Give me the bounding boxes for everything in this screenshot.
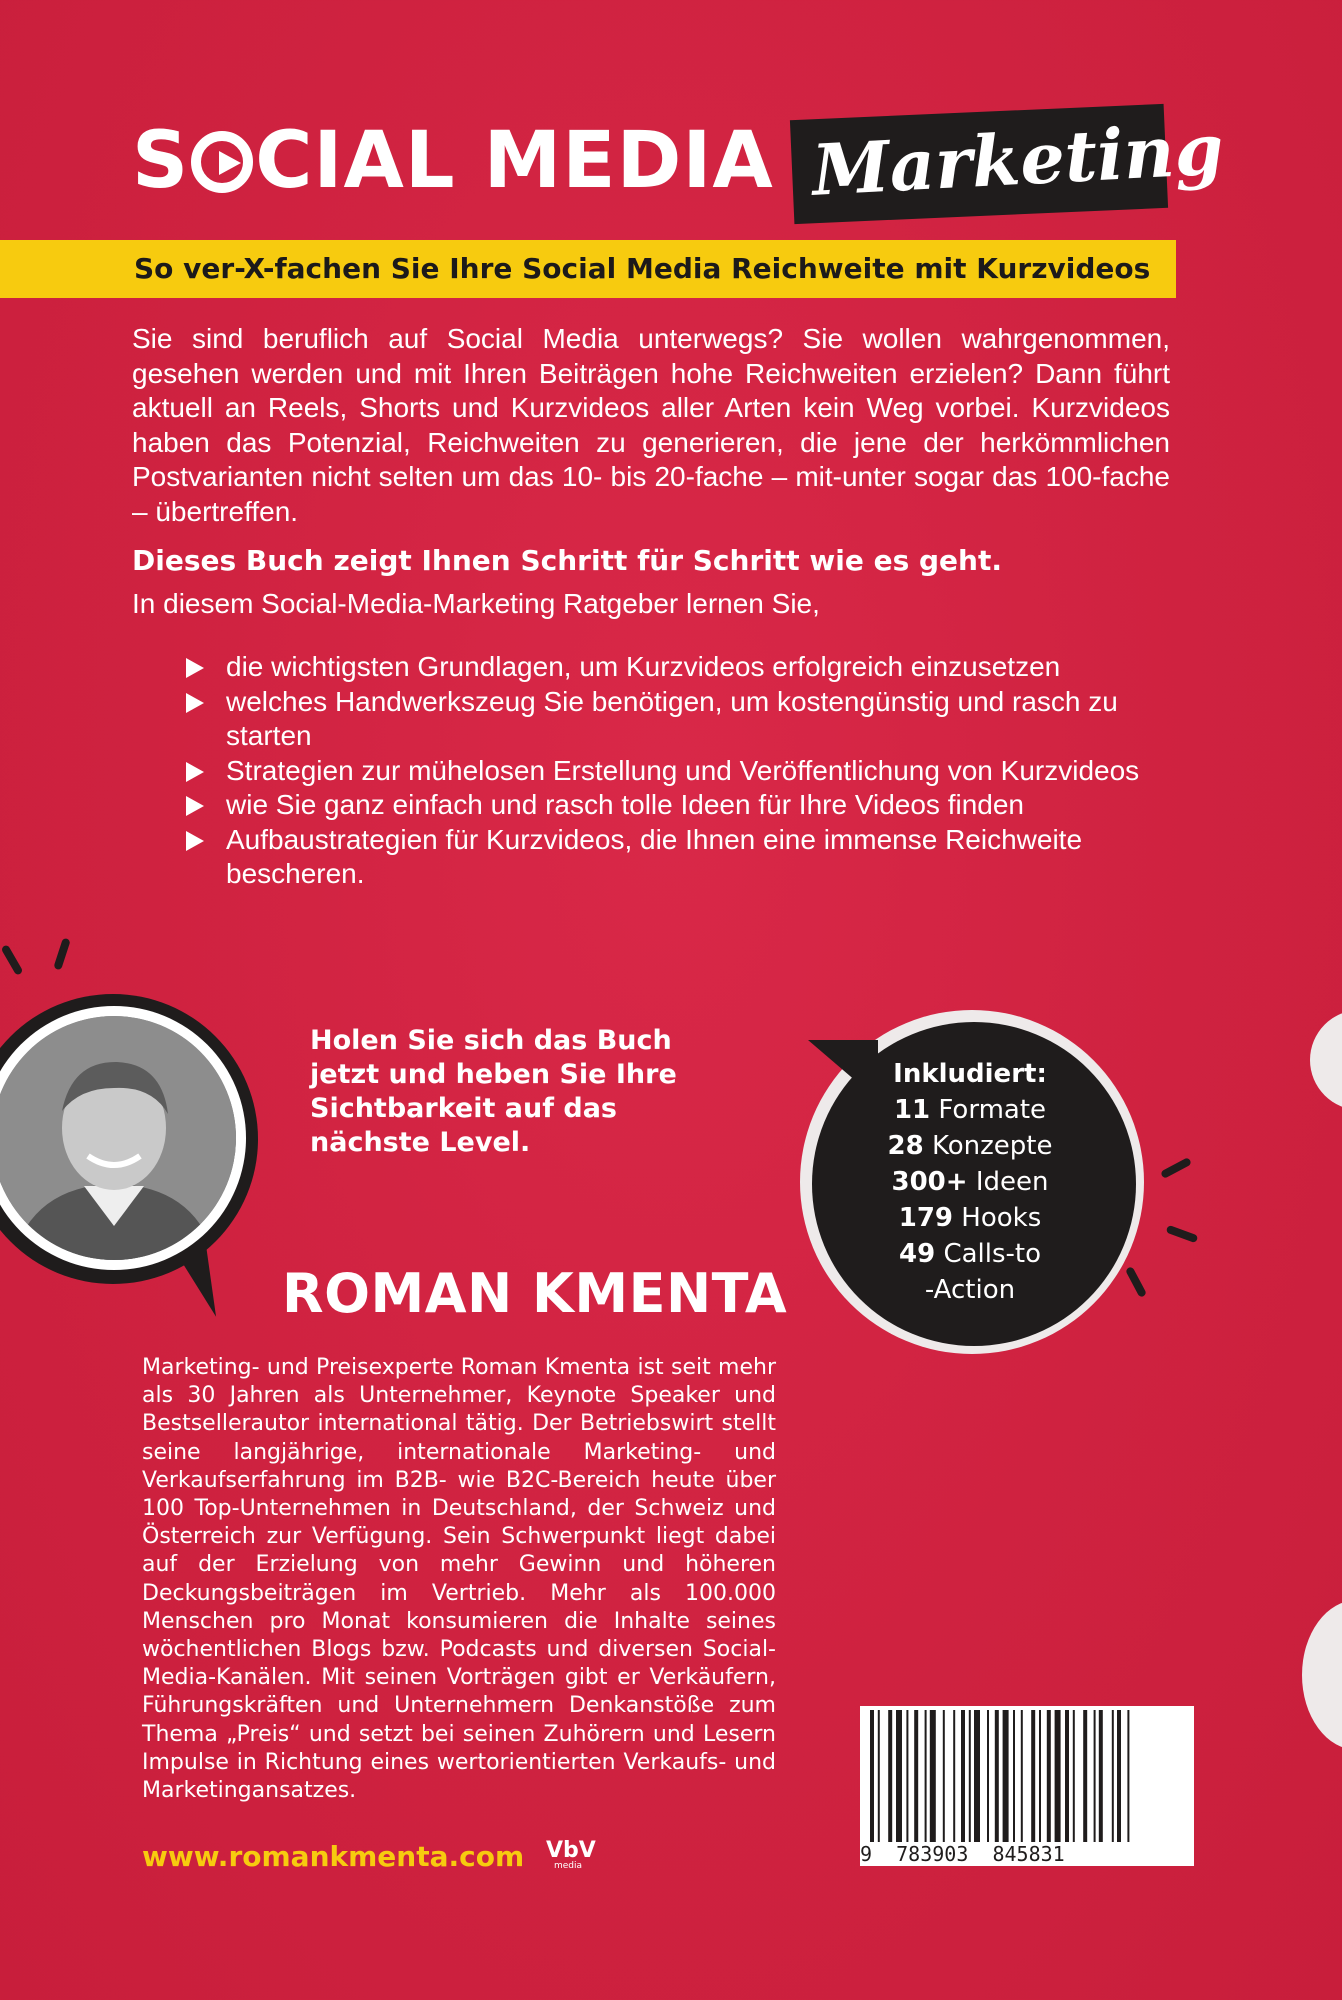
benefits-list bbox=[186, 650, 1146, 892]
list-item-text: wie Sie ganz einfach und rasch tolle Ideen für Ihre Videos finden bbox=[226, 789, 1024, 820]
included-item-continuation: -Action bbox=[924, 1275, 1016, 1305]
list-item-text: Aufbaustrategien für Kurzvideos, die Ihnen eine immense Reichweite bescheren. bbox=[226, 823, 1083, 889]
call-to-action: Holen Sie sich das Buch jetzt und heben Sie Ihre Sichtbarkeit auf das nächste Level. bbox=[310, 1025, 677, 1158]
play-arrow-icon bbox=[186, 831, 204, 851]
intro-highlight: Dieses Buch zeigt Ihnen Schritt für Schritt wie es geht. bbox=[132, 544, 1002, 577]
included-item: 28 Konzepte bbox=[887, 1131, 1053, 1161]
list-item-text: die wichtigsten Grundlagen, um Kurzvideos erfolgreich einzusetzen bbox=[226, 651, 1061, 682]
subtitle: So ver-X-fachen Sie Ihre Social Media Reichweite mit Kurzvideos bbox=[134, 252, 1151, 285]
website-link[interactable]: www.romankmenta.com bbox=[142, 1840, 525, 1873]
play-arrow-icon bbox=[186, 796, 204, 816]
title-social-media bbox=[132, 116, 774, 206]
barcode-bars bbox=[866, 1710, 1188, 1842]
play-arrow-icon bbox=[186, 762, 204, 782]
intro-paragraph: Sie sind beruflich auf Social Media unterwegs? Sie wollen wahrgenommen, gesehen werden und mit Ihren Beiträgen hohe Reichweiten erzielen? Dann führt aktuell an Reels, Shorts und Kurzvideos aller Arten kein Weg vorbei. Kurzvideos haben das Potenzial, Reichweiten zu generieren, die jene der herkömmlichen Postvarianten nicht selten um das 10- bis 20-fache – mit-unter sogar das 100-fache – übertreffen. bbox=[132, 323, 1170, 527]
included-heading: Inkludiert: bbox=[893, 1059, 1047, 1089]
title-suffix: CIAL MEDIA bbox=[255, 116, 774, 206]
decor-circle bbox=[1310, 1010, 1342, 1110]
list-item bbox=[186, 788, 1146, 823]
included-item: 11 Formate bbox=[893, 1095, 1047, 1125]
accent-dash bbox=[53, 938, 70, 971]
intro-lead: In diesem Social-Media-Marketing Ratgeber lernen Sie, bbox=[132, 588, 820, 619]
play-arrow-icon bbox=[186, 693, 204, 713]
list-item-text: welches Handwerkszeug Sie benötigen, um kostengünstig und rasch zu starten bbox=[226, 685, 1118, 751]
author-bio: Marketing- und Preisexperte Roman Kmenta ist seit mehr als 30 Jahren als Unternehmer, Keynote Speaker und Bestsellerautor international tätig. Der Betriebswirt stellt seine langjährige, internationale Marketing- und Verkaufserfahrung im B2B- wie B2C-Bereich heute über 100 Top-Unternehmen in Deutschland, der Schweiz und Österreich zur Verfügung. Sein Schwerpunkt liegt dabei auf der Erzielung von mehr Gewinn und höheren Deckungsbeiträgen im Vertrieb. Mehr als 100.000 Menschen pro Monat konsumieren die Inhalte seines wöchentlichen Blogs bzw. Podcasts und diversen Social-Media-Kanälen. Mit seinen Vorträgen gibt er Verkäufern, Führungskräften und Unternehmern Denkanstöße zum Thema „Preis“ und setzt bei seinen Zuhörern und Lesern Impulse in Richtung eines wertorientierten Verkaufs- und Marketingansatzes. bbox=[142, 1355, 776, 1804]
included-item: 179 Hooks bbox=[898, 1203, 1042, 1233]
title-prefix: S bbox=[132, 116, 190, 206]
list-item bbox=[186, 650, 1146, 685]
included-item: 49 Calls-to bbox=[898, 1239, 1042, 1269]
accent-dash bbox=[1, 944, 24, 976]
list-item bbox=[186, 823, 1146, 892]
list-item bbox=[186, 685, 1146, 754]
accent-dash bbox=[1160, 1157, 1192, 1179]
play-arrow-icon bbox=[186, 658, 204, 678]
accent-dash bbox=[1166, 1225, 1199, 1243]
decor-circle bbox=[1302, 1600, 1342, 1750]
included-list bbox=[850, 1056, 1090, 1308]
included-item: 300+ Ideen bbox=[891, 1167, 1049, 1197]
author-photo bbox=[0, 1016, 236, 1260]
play-icon bbox=[191, 131, 253, 193]
list-item bbox=[186, 754, 1146, 789]
accent-dash bbox=[1125, 1266, 1147, 1298]
publisher-logo: VbV media bbox=[546, 1838, 596, 1871]
barcode-number: 9 783903 845831 bbox=[860, 1842, 1065, 1866]
author-name: ROMAN KMENTA bbox=[282, 1262, 788, 1325]
list-item-text: Strategien zur mühelosen Erstellung und Veröffentlichung von Kurzvideos bbox=[226, 754, 1140, 786]
title-marketing: Marketing bbox=[810, 107, 1226, 212]
